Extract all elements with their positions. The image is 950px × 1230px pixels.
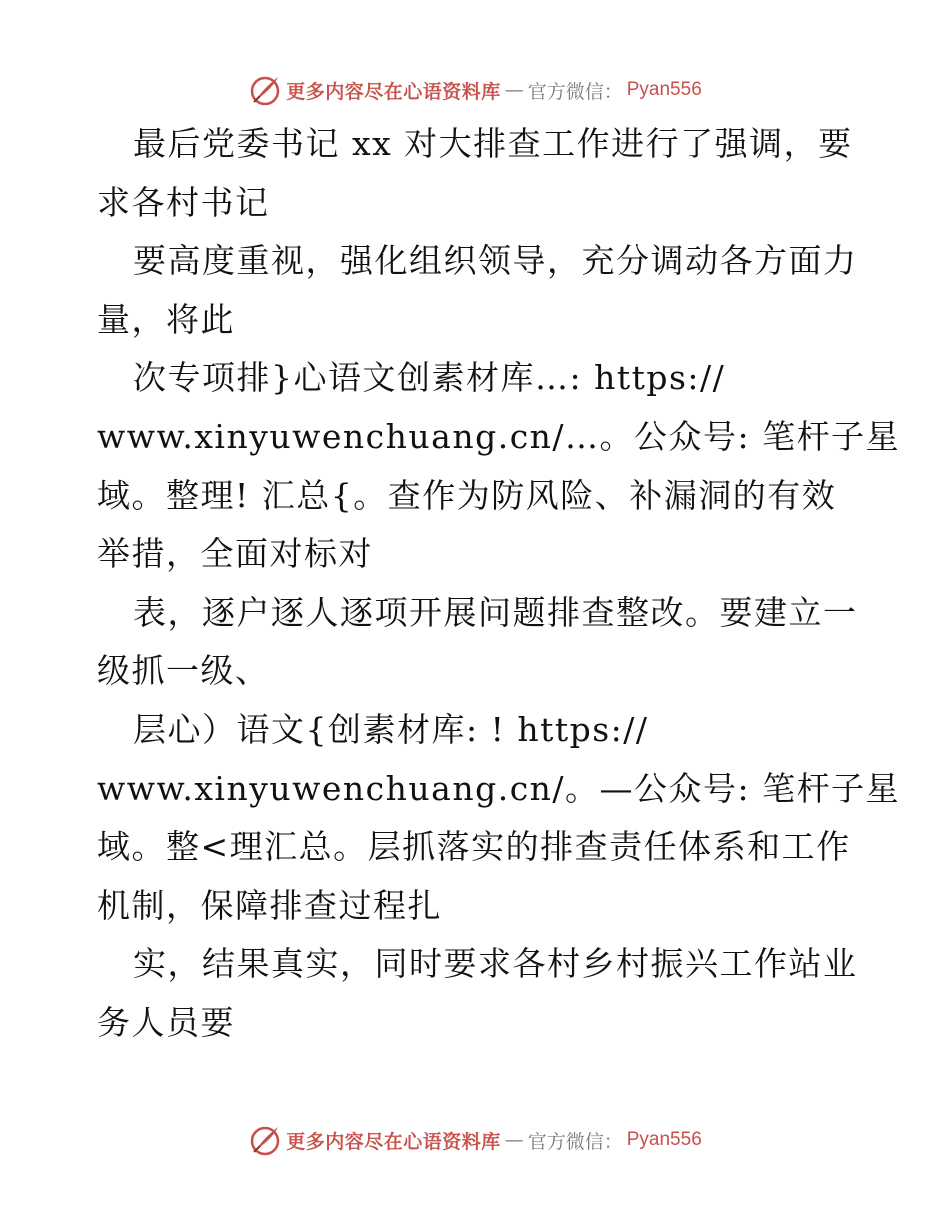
body-line: 量，将此 (97, 299, 235, 339)
body-line: 务人员要 (97, 1002, 235, 1042)
body-line: 表，逐户逐人逐项开展问题排查整改。要建立一 (97, 592, 858, 632)
body-line: www.xinyuwenchuang.cn/。—公众号: 笔杆子星 (97, 768, 901, 808)
wechat-id-text: Pyan556 (626, 79, 702, 100)
body-line: 最后党委书记 xx 对大排查工作进行了强调，要 (97, 124, 853, 163)
body-line: 级抓一级、 (97, 651, 270, 691)
body-line: 要高度重视，强化组织领导，充分调动各方面力 (97, 241, 858, 281)
body-line: 域。整<理汇总。层抓落实的排查责任体系和工作 (97, 827, 851, 867)
body-line: 举措，全面对标对 (97, 534, 373, 574)
feather-quill-logo-icon (248, 73, 282, 107)
site-name-text: 更多内容尽在心语资料库 (286, 1130, 501, 1153)
body-line: 域。整理! 汇总{。查作为防风险、补漏洞的有效 (97, 475, 837, 515)
feather-quill-logo-icon (248, 1123, 282, 1157)
body-line: 次专项排}心语文创素材库…: https:// (97, 358, 726, 398)
body-line: 层心）语文{创素材库: ! https:// (97, 709, 649, 749)
body-line: 实，结果真实，同时要求各村乡村振兴工作站业 (97, 944, 858, 984)
document-body (97, 115, 901, 1053)
header-watermark-banner (0, 70, 950, 110)
body-line: 求各村书记 (97, 182, 270, 222)
wechat-id-text: Pyan556 (626, 1129, 702, 1150)
body-line: 机制，保障排查过程扎 (97, 885, 442, 925)
separator-dash: — (504, 79, 524, 101)
official-wechat-label: 官方微信： (527, 80, 623, 103)
separator-dash: — (504, 1129, 524, 1151)
footer-watermark-banner (0, 1120, 950, 1160)
site-name-text: 更多内容尽在心语资料库 (286, 80, 501, 103)
official-wechat-label: 官方微信： (527, 1130, 623, 1153)
body-line: www.xinyuwenchuang.cn/…。公众号: 笔杆子星 (97, 416, 901, 456)
